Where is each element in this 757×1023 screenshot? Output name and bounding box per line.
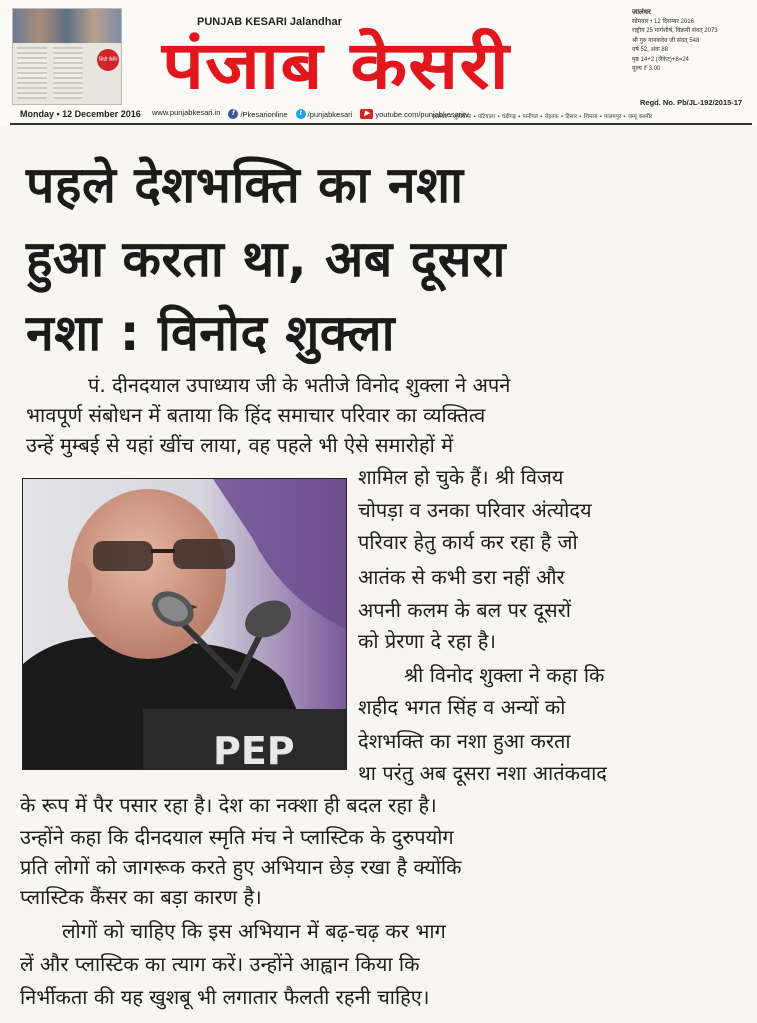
body-line: देशभक्ति का नशा हुआ करता xyxy=(358,729,571,753)
website-link[interactable]: www.punjabkesari.in xyxy=(152,108,221,117)
youtube-link[interactable]: ▶ youtube.com/punjabkesaritv xyxy=(360,109,468,119)
registration-number: Regd. No. Pb/JL-192/2015-17 xyxy=(640,98,743,107)
podium-text: PEP xyxy=(213,729,295,769)
body-line: उन्हें मुम्बई से यहां खींच लाया, वह पहले भी ऐसे समारोहों में xyxy=(26,433,454,457)
twitter-link[interactable]: t /punjabkesari xyxy=(296,109,353,119)
body-line: पं. दीनदयाल उपाध्याय जी के भतीजे विनोद शुक्ला ने अपने xyxy=(88,373,511,397)
body-line: उन्होंने कहा कि दीनदयाल स्मृति मंच ने प्लास्टिक के दुरुपयोग xyxy=(20,825,454,849)
body-line: को प्रेरणा दे रहा है। xyxy=(358,629,496,653)
body-line: था परंतु अब दूसरा नशा आतंकवाद xyxy=(358,761,607,785)
social-links xyxy=(152,108,475,119)
meta-line: मूल्य ₹ 3.00 xyxy=(632,66,661,72)
body-line: श्री विनोद शुक्ला ने कहा कि xyxy=(404,663,605,687)
speaker-photo xyxy=(22,478,347,770)
masthead xyxy=(0,0,757,126)
headline xyxy=(26,148,746,370)
body-line: शहीद भगत सिंह व अन्यों को xyxy=(358,695,566,719)
edition-label: PUNJAB KESARI Jalandhar xyxy=(197,16,342,28)
body-line: आतंक से कभी डरा नहीं और xyxy=(358,565,565,589)
twitter-icon: t xyxy=(296,109,306,119)
meta-line: राष्ट्रीय 25 मार्गशीर्ष, विक्रमी संवत् 2073 xyxy=(632,28,718,34)
body-line: चोपड़ा व उनका परिवार अंत्योदय xyxy=(358,498,592,522)
issue-meta xyxy=(632,8,754,75)
body-line: अपनी कलम के बल पर दूसरों xyxy=(358,598,571,622)
youtube-icon: ▶ xyxy=(360,109,373,119)
body-line: प्लास्टिक कैंसर का बड़ा कारण है। xyxy=(20,885,262,909)
facebook-link[interactable]: f /Pkesarionline xyxy=(228,109,287,119)
headline-line: हुआ करता था, अब दूसरा xyxy=(26,230,506,288)
body-line: निर्भीकता की यह खुशबू भी लगातार फैलती रहनी चाहिए। xyxy=(20,985,430,1009)
headline-line: पहले देशभक्ति का नशा xyxy=(26,156,464,214)
body-line: परिवार हेतु कार्य कर रहा है जो xyxy=(358,530,578,554)
masthead-rule xyxy=(10,123,752,125)
body-line: शामिल हो चुके हैं। श्री विजय xyxy=(358,465,564,489)
meta-line: पृष्ठ 14+2 (जैकेट)+8=24 xyxy=(632,56,689,63)
headline-line: नशा : विनोद शुक्ला xyxy=(26,304,396,362)
meta-line: वर्ष 52, अंक 88 xyxy=(632,47,669,53)
thumbnail-badge: सिटी कैपि xyxy=(97,49,119,71)
body-line: के रूप में पैर पसार रहा है। देश का नक्शा ही बदल रहा है। xyxy=(20,793,437,817)
speaker-illustration xyxy=(23,479,346,769)
body-line: प्रति लोगों को जागरूक करते हुए अभियान छेड़ रखा है क्योंकि xyxy=(20,855,462,879)
city-editions: जालंधर • लुधियाना • पटियाला • चंडीगढ़ • पानीपत • रोहतक • हिसार • शिमला • पालमपुर • जम्मू कश्मीर xyxy=(432,114,653,120)
meta-line: सोमवार • 12 दिसम्बर 2016 xyxy=(632,18,694,25)
meta-line: जालंधर xyxy=(632,9,651,16)
newspaper-logo: पंजाब केसरी xyxy=(162,27,510,104)
facebook-icon: f xyxy=(228,109,238,119)
body-line: लोगों को चाहिए कि इस अभियान में बढ़-चढ़ कर भाग xyxy=(62,919,446,943)
meta-line: श्री गुरु नानकदेव जी संवत् 548 xyxy=(632,37,700,44)
body-line: लें और प्लास्टिक का त्याग करें। उन्होंने आह्वान किया कि xyxy=(20,952,420,976)
front-page-thumbnail xyxy=(12,8,122,105)
issue-date: Monday • 12 December 2016 xyxy=(20,109,141,119)
body-line: भावपूर्ण संबोधन में बताया कि हिंद समाचार परिवार का व्यक्तित्व xyxy=(26,403,486,427)
